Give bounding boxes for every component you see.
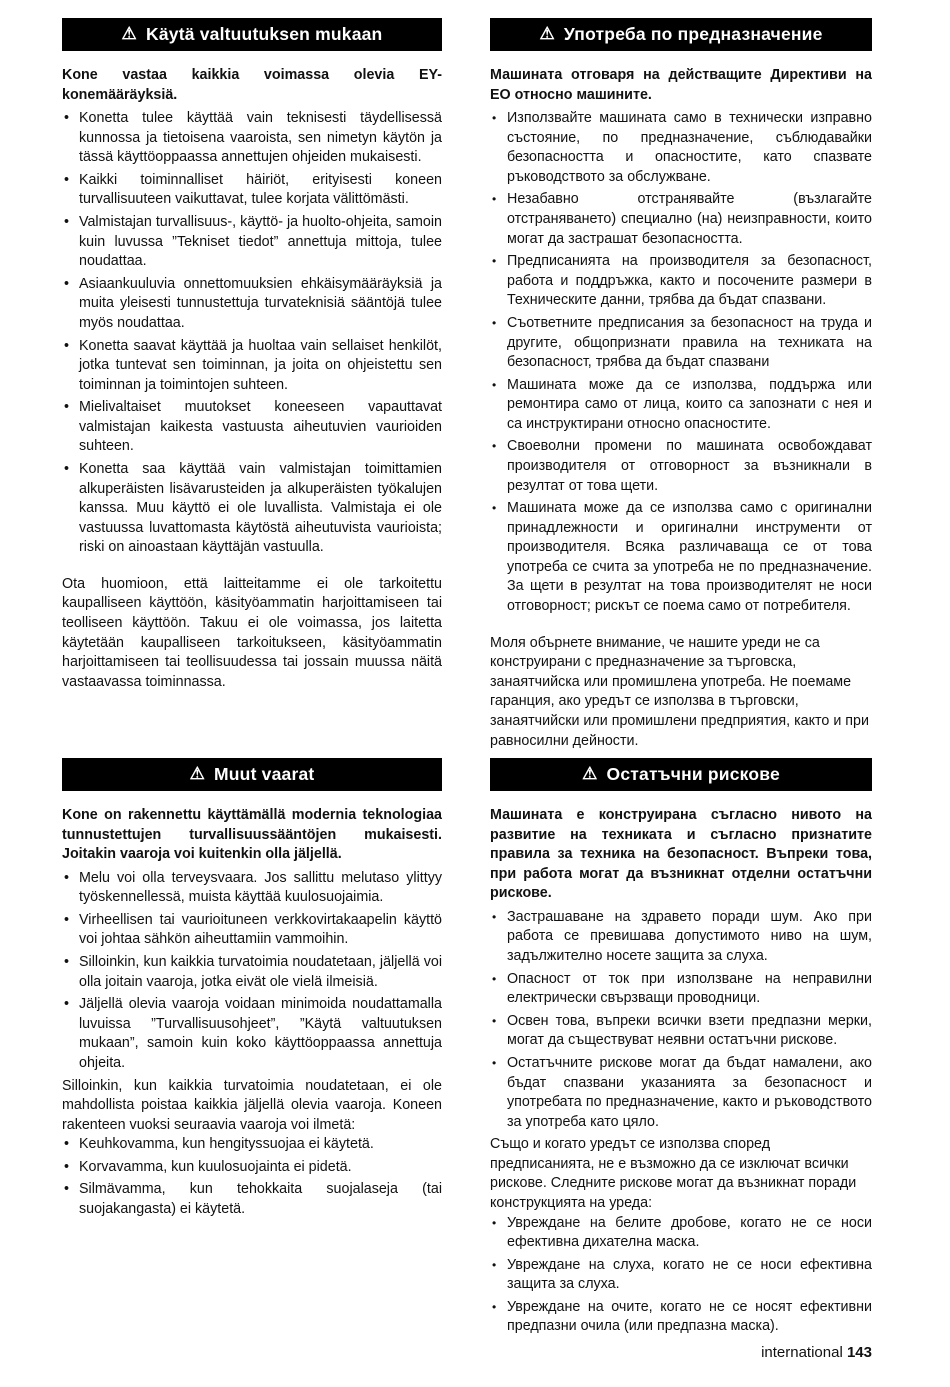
bullet-list xyxy=(62,1135,442,1219)
section-remaining-hazards-fi xyxy=(62,758,442,1220)
page-number: 143 xyxy=(846,1344,872,1361)
bullet-list xyxy=(490,109,872,616)
section-body xyxy=(490,66,872,751)
section-header xyxy=(490,18,872,51)
paragraph: Silloinkin, kun kaikkia turvatoimia noudatetaan, ei ole mahdollista poistaa kaikkia jäljellä olevia vaaroja. Koneen rakenteen vuoksi seuraavia vaaroja voi ilmetä: xyxy=(62,1077,442,1133)
section-title: Употреба по предназначение xyxy=(563,24,823,44)
list-item: • Машината може да се използва само с оригинални принадлежности и оригинални инструменти от производителя. Всяка различаваща се от това употреба се счита за употреба не по предназначение. За щети в резултат на това производителят не носи отговорност; рискът се поема само от потребителя. xyxy=(490,499,872,616)
warning-icon: ⚠ xyxy=(189,764,206,783)
footer-label: international xyxy=(761,1344,843,1361)
list-item: • Valmistajan turvallisuus-, käyttö- ja huolto-ohjeita, samoin kuin luvussa ”Tekniset tiedot” annettuja mittoja, tulee noudattaa. xyxy=(62,213,442,272)
section-body xyxy=(62,66,442,692)
list-item: • Konetta saa käyttää vain valmistajan toimittamien alkuperäisten lisävarusteiden ja alkuperäisten työkalujen kanssa. Muu käyttö ei ole luvallista. Valmistaja ei ole vastuussa luvattomasta käytöstä aiheutuvista vaurioista; riski on ainoastaan käyttäjän vastuulla. xyxy=(62,460,442,558)
list-item: • Машината може да се използва, поддържа или ремонтира само от лица, които са запознати с нея и са инструктирани относно опасностите. xyxy=(490,376,872,435)
section-intro: Kone vastaa kaikkia voimassa olevia EY-konemääräyksiä. xyxy=(62,67,442,103)
list-item: • Keuhkovamma, kun hengityssuojaa ei käytetä. xyxy=(62,1135,442,1155)
section-body xyxy=(490,806,872,1337)
section-intro: Машината е конструирана съгласно нивото на развитие на техниката и съгласно признатите правила за техника на безопасност. Въпреки това, при работа могат да възникнат отделни остатъчни рискове. xyxy=(490,807,872,902)
list-item: • Silloinkin, kun kaikkia turvatoimia noudatetaan, jäljellä voi olla joitain vaaroja, jotka eivät ole vielä ilmeisiä. xyxy=(62,953,442,992)
list-item: • Mielivaltaiset muutokset koneeseen vapauttavat valmistajan kaikesta vastuusta aiheutuvien vaurioiden suhteen. xyxy=(62,398,442,457)
list-item: • Korvavamma, kun kuulosuojainta ei pidetä. xyxy=(62,1158,442,1178)
bullet-list xyxy=(62,109,442,558)
section-remaining-hazards-bg xyxy=(490,758,872,1337)
list-item: • Предписанията на производителя за безопасност, работа и поддръжка, както и посочените размери в Техническите данни, трябва да бъдат спазвани. xyxy=(490,252,872,311)
list-item: • Увреждане на белите дробове, когато не се носи ефективна дихателна маска. xyxy=(490,1214,872,1253)
bullet-list xyxy=(490,1214,872,1337)
section-body xyxy=(62,806,442,1220)
section-intro: Машината отговаря на действащите Директиви на ЕО относно машините. xyxy=(490,67,872,103)
paragraph: Също и когато уредът се използва според предписанията, не е възможно да се изключат всички рискове. Следните рискове могат да възникнат поради конструкцията на уреда: xyxy=(490,1136,857,1211)
list-item: • Konetta saavat käyttää ja huoltaa vain sellaiset henkilöt, jotka tuntevat sen toiminnan, ja joita on ohjeistettu sen toiminnan ja toimintojen suhteen. xyxy=(62,337,442,396)
list-item: • Незабавно отстранявайте (възлагайте отстраняването) специално (на) неизправности, които могат да застрашат безопасността. xyxy=(490,190,872,249)
section-title: Остатъчни рискове xyxy=(606,764,780,784)
page-footer xyxy=(761,1344,872,1361)
bullet-list xyxy=(62,869,442,1074)
list-item: • Съответните предписания за безопасност на труда и другите, общопризнати правила на техниката на безопасност, трябва да бъдат спазвани xyxy=(490,314,872,373)
warning-icon: ⚠ xyxy=(582,764,598,783)
section-header xyxy=(62,18,442,51)
column-finnish xyxy=(62,18,442,1340)
list-item: • Melu voi olla terveysvaara. Jos sallittu melutaso ylittyy työskennellessä, muista käyttää kuulosuojaimia. xyxy=(62,869,442,908)
section-header xyxy=(62,758,442,791)
warning-icon: ⚠ xyxy=(121,24,137,43)
list-item: • Kaikki toiminnalliset häiriöt, erityisesti koneen turvallisuuteen vaikuttavat, tulee korjata välittömästi. xyxy=(62,171,442,210)
section-intended-use-bg xyxy=(490,18,872,758)
list-item: • Използвайте машината само в технически изправно състояние, по предназначение, съблюдавайки безопасността и опасностите, като спазвате ръководството за обслужване. xyxy=(490,109,872,187)
section-intro: Kone on rakennettu käyttämällä modernia teknologiaa tunnustettujen turvallisuussääntöjen mukaisesti. Joitakin vaaroja voi kuitenkin olla jäljellä. xyxy=(62,807,442,863)
section-title: Käytä valtuutuksen mukaan xyxy=(145,24,383,44)
list-item: • Silmävamma, kun tehokkaita suojalaseja (tai suojakangasta) ei käytetä. xyxy=(62,1180,442,1219)
section-intended-use-fi xyxy=(62,18,442,758)
list-item: • Konetta tulee käyttää vain teknisesti täydellisessä kunnossa ja tietoisena vaaroista, sen nimetyn käytön ja tässä käyttöoppaassa annettujen ohjeiden mukaisesti. xyxy=(62,109,442,168)
list-item: • Virheellisen tai vaurioituneen verkkovirtakaapelin käyttö voi johtaa sähkön aiheuttamiin vammoihin. xyxy=(62,911,442,950)
bullet-list xyxy=(490,908,872,1132)
list-item: • Asiaankuuluvia onnettomuuksien ehkäisymääräyksiä ja muita yleisesti tunnustettuja turvateknisiä sääntöjä tulee myös noudattaa. xyxy=(62,275,442,334)
list-item: • Своеволни промени по машината освобождават производителя от отговорност за възникнали в резултат от това щети. xyxy=(490,437,872,496)
list-item: • Увреждане на слуха, когато не се носи ефективна защита за слуха. xyxy=(490,1256,872,1295)
paragraph: Моля обърнете внимание, че нашите уреди не са конструирани с предназначение за търговска, занаятчийска или промишлена употреба. Не поемаме гаранция, ако уредът се използва в търговски, занаятчийски или промишлени предприятия, както и при равносилни дейности. xyxy=(490,634,869,749)
warning-icon: ⚠ xyxy=(539,24,555,43)
list-item: • Остатъчните рискове могат да бъдат намалени, ако бъдат спазвани указанията за безопасност и употребата по предназначение, както и ръководството за употреба като цяло. xyxy=(490,1054,872,1132)
list-item: • Jäljellä olevia vaaroja voidaan minimoida noudattamalla luvuissa ”Turvallisuusohjeet”, ”Käytä valtuutuksen mukaan”, samoin kuin koko käyttöoppaassa annettuja ohjeita. xyxy=(62,995,442,1073)
list-item: • Увреждане на очите, когато не се носят ефективни предпазни очила (или предпазна маска). xyxy=(490,1298,872,1337)
list-item: • Застрашаване на здравето поради шум. Ако при работа се превишава допустимото ниво на шум, задължително носете защита за слуха. xyxy=(490,908,872,967)
section-title: Muut vaarat xyxy=(214,764,315,784)
list-item: • Опасност от ток при използване на неправилни електрически свързващи проводници. xyxy=(490,970,872,1009)
paragraph: Ota huomioon, että laitteitamme ei ole tarkoitettu kaupalliseen käyttöön, käsityöammatin harjoittamiseen tai teolliseen käyttöön. Takuu ei ole voimassa, jos laitetta käytetään kaupalliseen tarkoitukseen, käsityöammatin harjoittamiseen tai teollisuudessa tai jossain muussa näitä vastaavassa toiminnassa. xyxy=(62,575,442,690)
list-item: • Освен това, въпреки всички взети предпазни мерки, могат да съществуват неявни остатъчни рискове. xyxy=(490,1012,872,1051)
section-header xyxy=(490,758,872,791)
column-bulgarian xyxy=(490,18,872,1340)
